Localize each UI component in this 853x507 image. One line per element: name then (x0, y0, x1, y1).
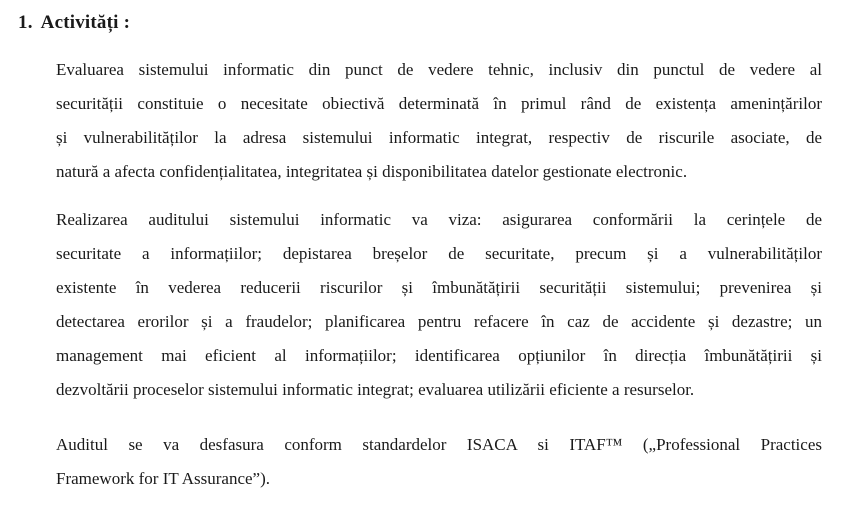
paragraph-line: dezvoltării proceselor sistemului informatic integrat; evaluarea utilizării eficiente a resurselor. (56, 380, 695, 399)
paragraph-line: Evaluarea sistemului informatic din punct de vedere tehnic, inclusiv din punctul de vedere al (56, 60, 822, 79)
paragraph-line: Auditul se va desfasura conform standardelor ISACA si ITAF™ („Professional Practices (56, 435, 822, 454)
paragraph-line: securitate a informațiilor; depistarea breșelor de securitate, precum și a vulnerabilităților (56, 244, 822, 263)
paragraph-line: existente în vederea reducerii riscurilor și îmbunătățirii securității sistemului; prevenirea și (56, 278, 822, 297)
paragraph-line: securității constituie o necesitate obiectivă determinată în primul rând de existența amenințărilor (56, 94, 822, 113)
paragraph-line: Realizarea auditului sistemului informatic va viza: asigurarea conformării la cerințele de (56, 210, 822, 229)
section-heading (18, 12, 130, 34)
paragraph-line: natură a afecta confidențialitatea, integritatea și disponibilitatea datelor gestionate electronic. (56, 162, 688, 181)
paragraph-standards (56, 428, 822, 496)
section-title: Activități : (40, 12, 131, 33)
paragraph-audit-goals (56, 203, 822, 407)
paragraph-line: și vulnerabilităților la adresa sistemului informatic integrat, respectiv de riscurile asociate, de (56, 128, 822, 147)
paragraph-line: Framework for IT Assurance”). (56, 469, 271, 488)
paragraph-line: detectarea erorilor și a fraudelor; planificarea pentru refacere în caz de accidente și dezastre; un (56, 312, 822, 331)
paragraph-line: management mai eficient al informațiilor; identificarea opțiunilor în direcția îmbunătățirii și (56, 346, 822, 365)
paragraph-risk-evaluation (56, 53, 822, 189)
section-number: 1. (18, 12, 33, 33)
